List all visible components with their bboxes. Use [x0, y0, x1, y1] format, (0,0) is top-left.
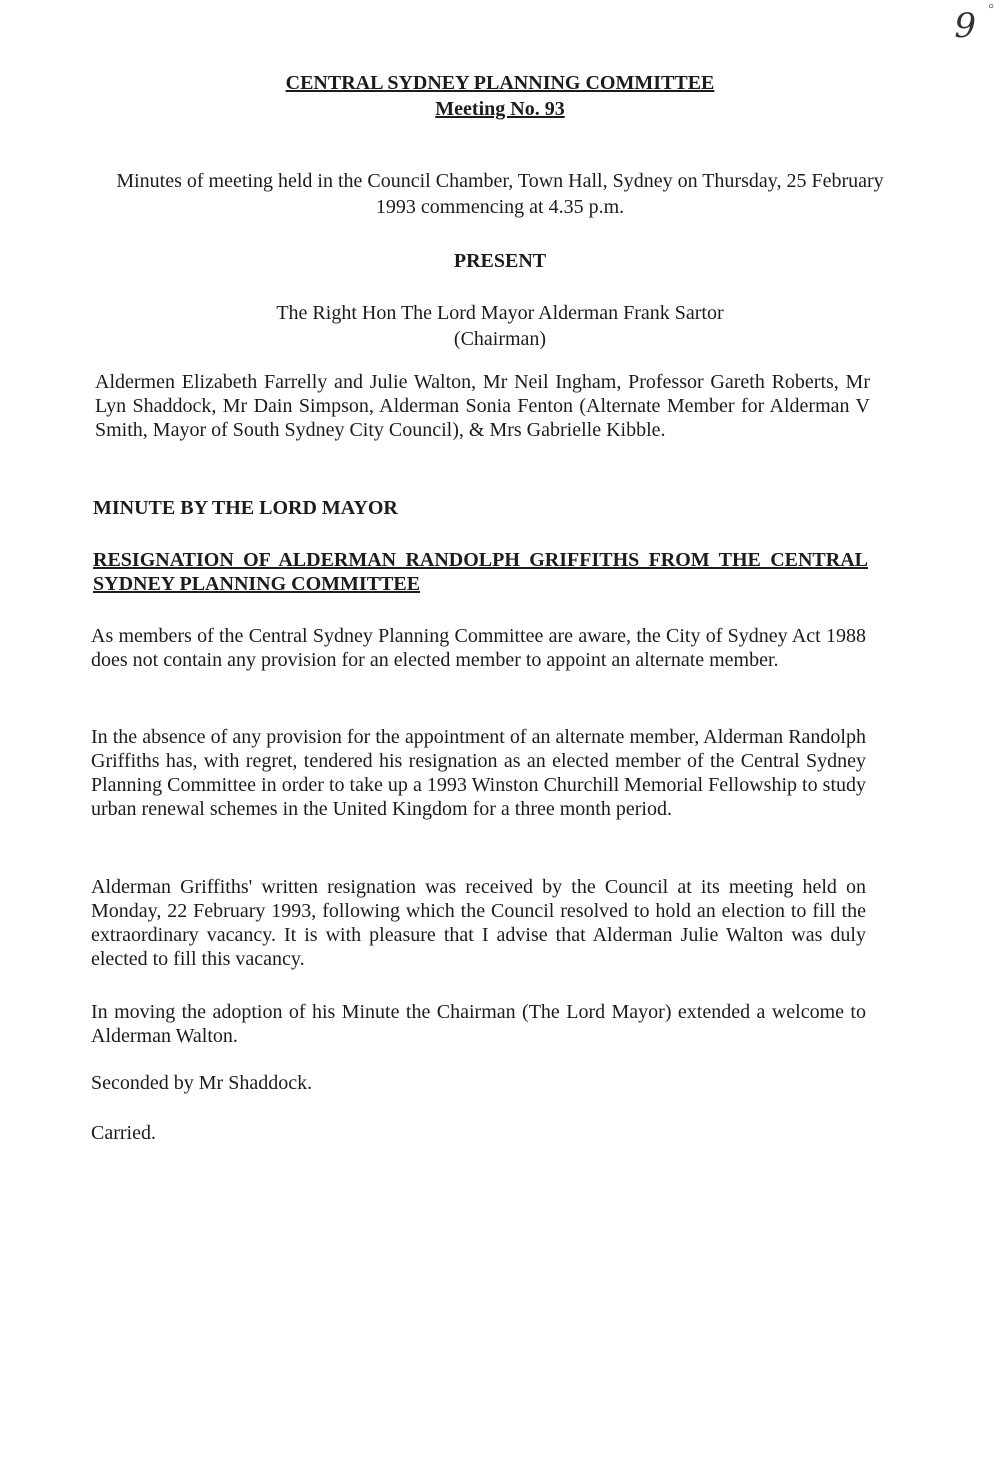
- handwritten-page-number: 9: [954, 6, 976, 46]
- committee-title: CENTRAL SYDNEY PLANNING COMMITTEE: [285, 72, 715, 94]
- minute-paragraph: In the absence of any provision for the appointment of an alternate member, Alderman Randolph Griffiths has, with regret, tendered his resignation as an elected member of the Central Sydney Planning Committee in order to take up a 1993 Winston Churchill Memorial Fellowship to study urban renewal schemes in the United Kingdom for a three month period.: [91, 726, 866, 820]
- chairman-role: (Chairman): [453, 328, 547, 350]
- present-heading: PRESENT: [453, 250, 547, 272]
- minute-paragraph: As members of the Central Sydney Planning Committee are aware, the City of Sydney Act 1988 does not contain any provision for an elected member to appoint an alternate member.: [91, 625, 866, 671]
- seconded-line: Seconded by Mr Shaddock.: [91, 1072, 313, 1094]
- minute-paragraph: In moving the adoption of his Minute the Chairman (The Lord Mayor) extended a welcome to Alderman Walton.: [91, 1001, 866, 1047]
- chairman-block: [0, 300, 1000, 352]
- document-title: [0, 70, 1000, 122]
- chairman-name: The Right Hon The Lord Mayor Alderman Frank Sartor: [276, 302, 724, 324]
- carried-line: Carried.: [91, 1122, 156, 1144]
- page-corner-mark: °: [988, 2, 994, 17]
- meeting-number: Meeting No. 93: [435, 98, 565, 120]
- minute-heading: MINUTE BY THE LORD MAYOR: [93, 497, 398, 519]
- members-present: Aldermen Elizabeth Farrelly and Julie Walton, Mr Neil Ingham, Professor Gareth Roberts, Mr Lyn Shaddock, Mr Dain Simpson, Alderman Sonia Fenton (Alternate Member for Alderman V Smith, Mayor of South Sydney City Council), & Mrs Gabrielle Kibble.: [95, 371, 870, 441]
- minute-paragraph: Alderman Griffiths' written resignation was received by the Council at its meeting held on Monday, 22 February 1993, following which the Council resolved to hold an election to fill the extraordinary vacancy. It is with pleasure that I advise that Alderman Julie Walton was duly elected to fill this vacancy.: [91, 876, 866, 970]
- meeting-intro: Minutes of meeting held in the Council Chamber, Town Hall, Sydney on Thursday, 25 February 1993 commencing at 4.35 p.m.: [116, 170, 884, 218]
- resignation-heading: RESIGNATION OF ALDERMAN RANDOLPH GRIFFITHS FROM THE CENTRAL SYDNEY PLANNING COMMITTEE: [93, 549, 868, 595]
